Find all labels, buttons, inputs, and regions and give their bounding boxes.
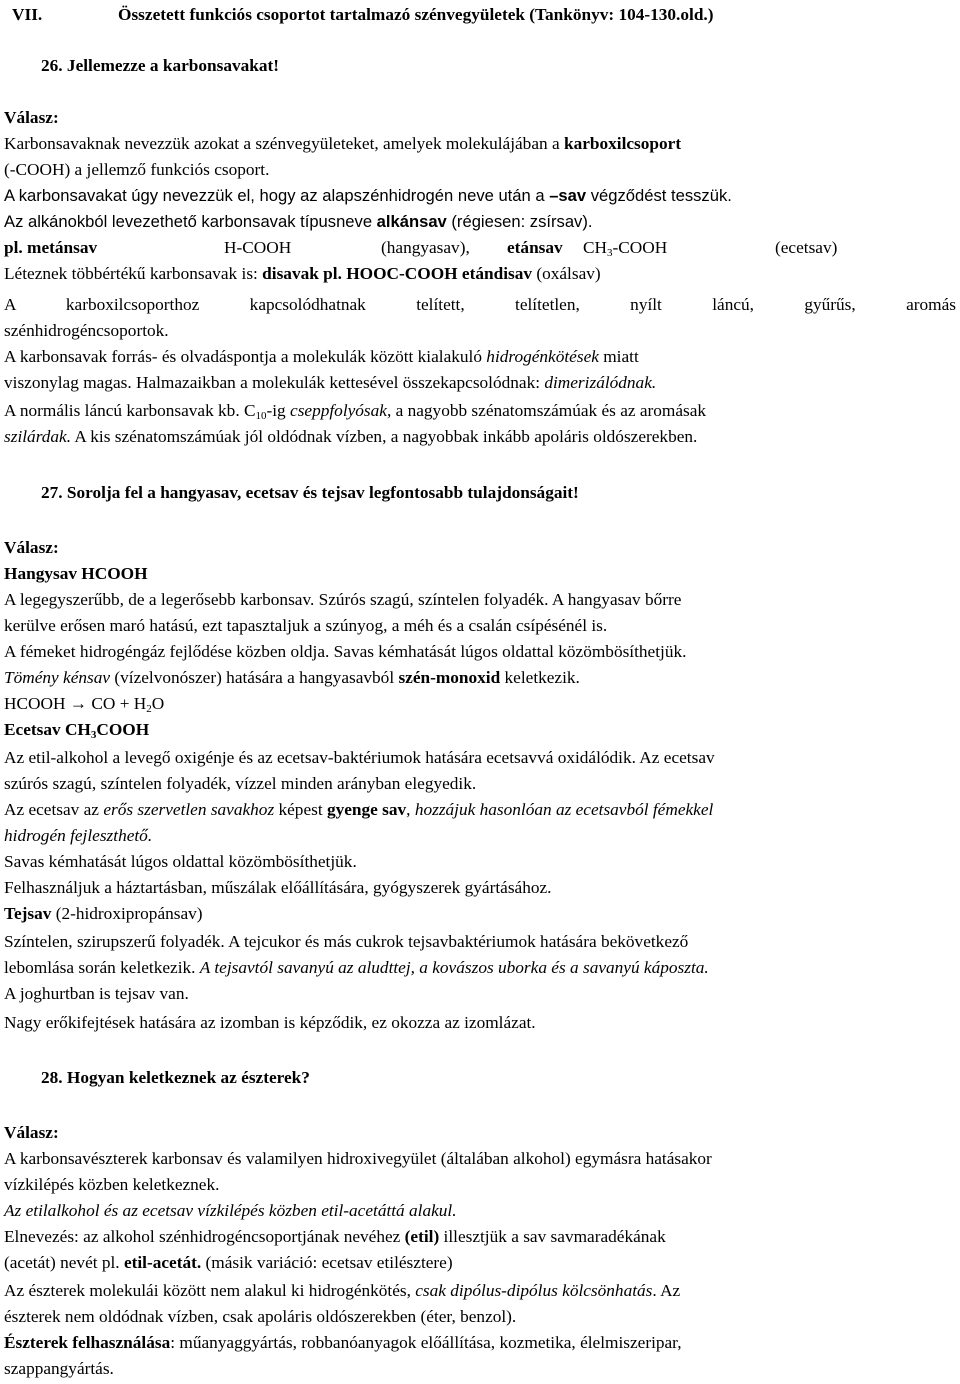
answer-label: Válasz: bbox=[4, 108, 59, 127]
paragraph-line: Színtelen, szirupszerű folyadék. A tejcukor és más cukrok tejsavbaktériumok hatására bekövetkező bbox=[4, 932, 689, 951]
paragraph-line: viszonylag magas. Halmazaikban a molekulák kettesével összekapcsolódnak: dimerizálódnak. bbox=[4, 373, 657, 392]
question-26-title: 26. Jellemezze a karbonsavakat! bbox=[41, 56, 280, 75]
paragraph-line: A karbonsavak forrás- és olvadáspontja a molekulák között kialakuló hidrogénkötések miatt bbox=[4, 347, 639, 366]
paragraph-line: szilárdak. A kis szénatomszámúak jól oldódnak vízben, a nagyobbak inkább apoláris oldószerekben. bbox=[4, 427, 698, 446]
paragraph-line: A legegyszerűbb, de a legerősebb karbonsav. Szúrós szagú, színtelen folyadék. A hangyasav bőrre bbox=[4, 590, 682, 609]
paragraph-line: Elnevezés: az alkohol szénhidrogéncsoportjának nevéhez (etil) illesztjük a sav savmaradékának bbox=[4, 1227, 666, 1246]
paragraph-line: Tömény kénsav (vízelvonószer) hatására a hangyasavból szén-monoxid keletkezik. bbox=[4, 668, 580, 687]
answer-label: Válasz: bbox=[4, 1123, 59, 1142]
paragraph-line: Az észterek molekulái között nem alakul ki hidrogénkötés, csak dipólus-dipólus kölcsönhatás. Az bbox=[4, 1281, 681, 1300]
paragraph-line: Az etil-alkohol a levegő oxigénje és az ecetsav-baktériumok hatására ecetsavvá oxidálódik. Az ecetsav bbox=[4, 748, 715, 767]
paragraph-line: Léteznek többértékű karbonsavak is: disavak pl. HOOC-COOH etándisav (oxálsav) bbox=[4, 264, 601, 283]
answer-label: Válasz: bbox=[4, 538, 59, 557]
paragraph-line: lebomlása során keletkezik. A tejsavtól savanyú az aludttej, a kovászos uborka és a savanyú káposzta. bbox=[4, 958, 709, 977]
question-27-title: 27. Sorolja fel a hangyasav, ecetsav és tejsav legfontosabb tulajdonságait! bbox=[41, 483, 579, 502]
paragraph-line: szúrós szagú, színtelen folyadék, vízzel minden arányban elegyedik. bbox=[4, 774, 477, 793]
chapter-title: Összetett funkciós csoportot tartalmazó szénvegyületek (Tankönyv: 104-130.old.) bbox=[118, 5, 714, 24]
subheading: Ecetsav $CH_3COOH$ bbox=[4, 720, 150, 741]
paragraph-line: A fémeket hidrogéngáz fejlődése közben oldja. Savas kémhatását lúgos oldattal közömbösíthetjük. bbox=[4, 642, 687, 661]
paragraph-line: hidrogén fejleszthető. bbox=[4, 826, 153, 845]
paragraph-line: szappangyártás. bbox=[4, 1359, 114, 1378]
paragraph-line: Az etilalkohol és az ecetsav vízkilépés közben etil-acetáttá alakul. bbox=[4, 1201, 457, 1220]
paragraph-line: A karbonsavészterek karbonsav és valamilyen hidroxivegyület (általában alkohol) egymásra hatásakor bbox=[4, 1149, 712, 1168]
chapter-number: VII. bbox=[12, 5, 43, 24]
paragraph-line: A karbonsavakat úgy nevezzük el, hogy az alapszénhidrogén neve után a –sav végződést tesszük. bbox=[4, 186, 732, 205]
paragraph-line: (acetát) nevét pl. etil-acetát. (másik variáció: ecetsav etilésztere) bbox=[4, 1253, 453, 1272]
paragraph-line: észterek nem oldódnak vízben, csak apoláris oldószerekben (éter, benzol). bbox=[4, 1307, 517, 1326]
paragraph-line: Karbonsavaknak nevezzük azokat a szénvegyületeket, amelyek molekulájában a karboxilcsoport bbox=[4, 134, 682, 153]
paragraph-line: Az ecetsav az erős szervetlen savakhoz képest gyenge sav, hozzájuk hasonlóan az ecetsavból fémekkel bbox=[4, 800, 714, 819]
subheading: Tejsav (2-hidroxipropánsav) bbox=[4, 904, 203, 923]
paragraph-line: Savas kémhatását lúgos oldattal közömbösíthetjük. bbox=[4, 852, 357, 871]
subheading: Hangysav HCOOH bbox=[4, 564, 148, 583]
paragraph-line: Észterek felhasználása: műanyaggyártás, robbanóanyagok előállítása, kozmetika, élelmiszeripar, bbox=[4, 1333, 682, 1352]
question-28-title: 28. Hogyan keletkeznek az észterek? bbox=[41, 1068, 310, 1087]
paragraph-line: A karboxilcsoporthoz kapcsolódhatnak telített, telítetlen, nyílt láncú, gyűrűs, aromás bbox=[4, 295, 956, 314]
paragraph-line: A normális láncú karbonsavak kb. $C_{10}-ig$ cseppfolyósak, a nagyobb szénatomszámúak és az aromásak bbox=[4, 401, 707, 422]
paragraph-line: A joghurtban is tejsav van. bbox=[4, 984, 189, 1003]
paragraph-line: pl. metánsav H-COOH (hangyasav), etánsav $CH_3$-COOH (ecetsav) bbox=[4, 238, 838, 259]
paragraph-line: vízkilépés közben keletkeznek. bbox=[4, 1175, 220, 1194]
chapter-heading bbox=[4, 2, 956, 28]
paragraph-line: Nagy erőkifejtések hatására az izomban is képződik, ez okozza az izomlázat. bbox=[4, 1013, 536, 1032]
equation: HCOOH → CO + $H_2O$ bbox=[4, 694, 165, 715]
paragraph-line: (-COOH) a jellemző funkciós csoport. bbox=[4, 160, 270, 179]
paragraph-line: Felhasználjuk a háztartásban, műszálak előállítására, gyógyszerek gyártásához. bbox=[4, 878, 552, 897]
paragraph-line: szénhidrogéncsoportok. bbox=[4, 321, 169, 340]
paragraph-line: Az alkánokból levezethető karbonsavak típusneve alkánsav (régiesen: zsírsav). bbox=[4, 212, 593, 231]
paragraph-line: kerülve erősen maró hatású, ezt tapasztaljuk a szúnyog, a méh és a csalán csípésénél is. bbox=[4, 616, 608, 635]
